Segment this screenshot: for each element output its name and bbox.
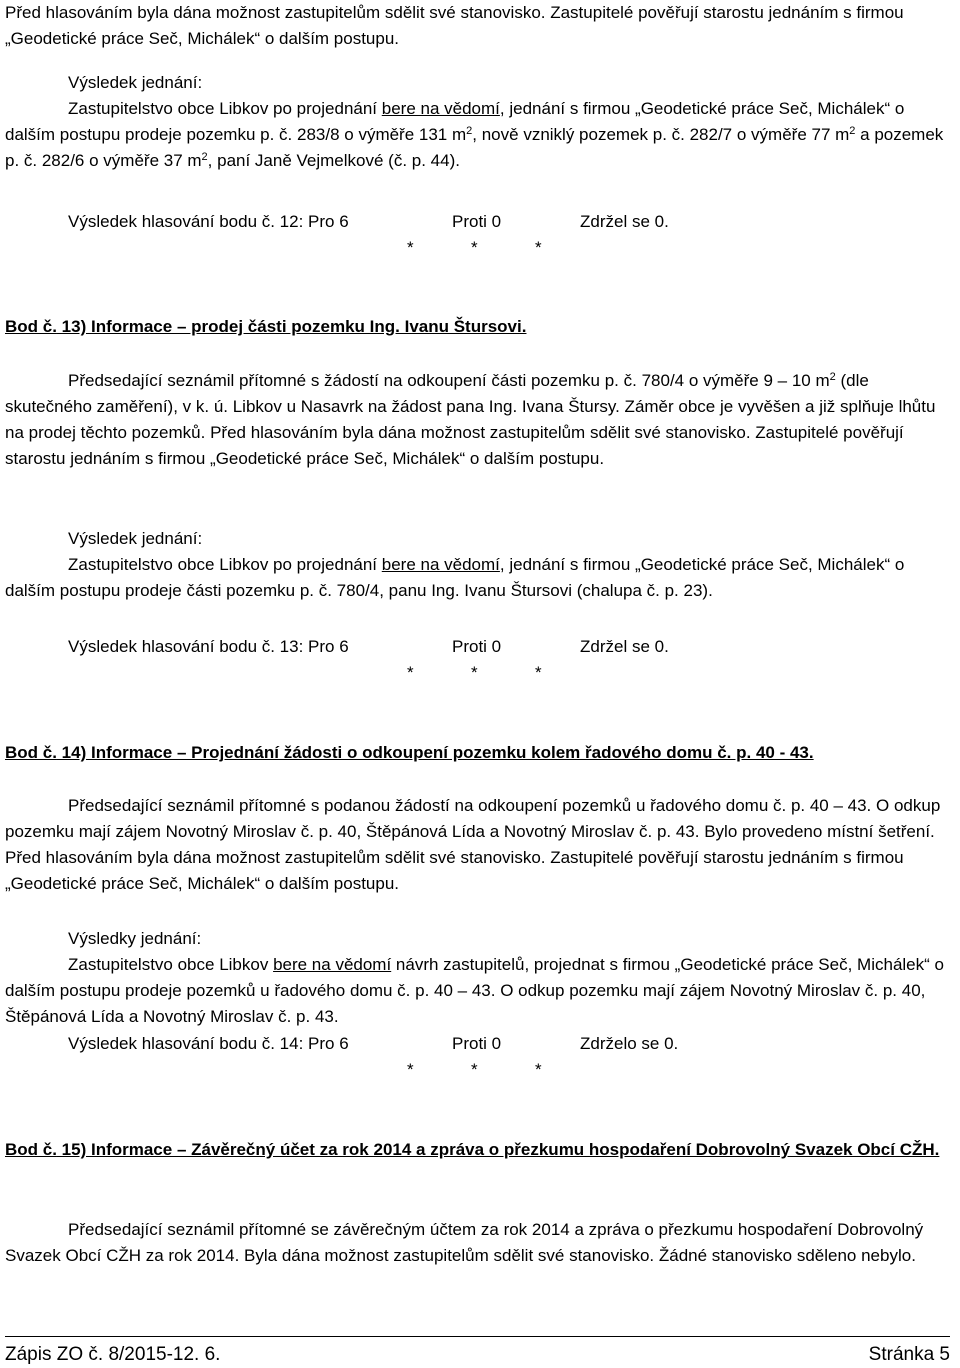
vote-label: Výsledek hlasování bodu č. 13: Pro 6 [68, 637, 349, 656]
item-15-title: Bod č. 15) Informace – Závěrečný účet za rok 2014 a zpráva o přezkumu hospodaření Dobrovolný Svazek Obcí CŽH. [5, 1140, 940, 1159]
footer-divider [5, 1336, 950, 1337]
page-number: Stránka 5 [868, 1344, 950, 1365]
vote-label: Výsledek hlasování bodu č. 14: Pro 6 [68, 1034, 349, 1053]
item-14-title: Bod č. 14) Informace – Projednání žádosti o odkoupení pozemku kolem řadového domu č. p. 40 - 43. [5, 743, 814, 762]
vote-against: Proti 0 [452, 1034, 502, 1053]
vote-against: Proti 0 [452, 637, 502, 656]
result-heading-14: Výsledky jednání: [68, 929, 202, 948]
vote-label: Výsledek hlasování bodu č. 12: Pro 6 [68, 212, 349, 231]
vote-against: Proti 0 [452, 212, 502, 231]
result-text-14: Zastupitelstvo obce Libkov bere na vědomí návrh zastupitelů, projednat s firmou „Geodetické práce Seč, Michálek“ o dalším postupu prodeje pozemků u řadového domu č. p. 40 – 43. O odkup pozemku mají zájem Novotný Miroslav č. p. 40, Štěpánová Lída a Novotný Miroslav č. p. 43. [5, 955, 944, 1026]
footer-left: Zápis ZO č. 8/2015-12. 6. [5, 1344, 221, 1365]
page-footer [5, 1342, 950, 1368]
separator-stars: * * * [407, 238, 542, 257]
item-15-text: Předsedající seznámil přítomné se závěrečným účtem za rok 2014 a zpráva o přezkumu hospodaření Dobrovolný Svazek Obcí CŽH za rok 2014. Byla dána možnost zastupitelům sdělit své stanovisko. Žádné stanovisko sděleno nebylo. [5, 1220, 924, 1265]
vote-abstain: Zdržel se 0. [580, 637, 669, 656]
item-13-text: Předsedající seznámil přítomné s žádostí na odkoupení části pozemku p. č. 780/4 o výměře 9 – 10 $m^2$ (dle skutečného zaměření), v k. ú. Libkov u Nasavrk na žádost pana Ing. Ivana Štursy. Záměr obce je vyvěšen a již splňuje lhůtu na prodej těchto pozemků. Před hlasováním byla dána možnost zastupitelům sdělit své stanovisko. Zastupitelé pověřují starostu jednáním s firmou „Geodetické práce Seč, Michálek“ o dalším postupu. [5, 371, 936, 468]
separator-stars: * * * [407, 1060, 542, 1079]
vote-abstain: Zdrželo se 0. [580, 1034, 679, 1053]
result-text-12: Zastupitelstvo obce Libkov po projednání bere na vědomí, jednání s firmou „Geodetické práce Seč, Michálek“ o dalším postupu prodeje pozemku p. č. 283/8 o výměře 131 $m^2$, nově vzniklý pozemek p. č. 282/7 o výměře 77 $m^2$ a pozemek p. č. 282/6 o výměře 37 $m^2$, paní Janě Vejmelkové (č. p. 44). [5, 99, 944, 170]
result-heading-13: Výsledek jednání: [68, 529, 203, 548]
item-14-text: Předsedající seznámil přítomné s podanou žádostí na odkoupení pozemků u řadového domu č. p. 40 – 43. O odkup pozemku mají zájem Novotný Miroslav č. p. 40, Štěpánová Lída a Novotný Miroslav č. p. 43. Bylo provedeno místní šetření. Před hlasováním byla dána možnost zastupitelům sdělit své stanovisko. Zastupitelé pověřují starostu jednáním s firmou „Geodetické práce Seč, Michálek“ o dalším postupu. [5, 796, 941, 893]
separator-stars: * * * [407, 663, 542, 682]
result-text-13: Zastupitelstvo obce Libkov po projednání bere na vědomí, jednání s firmou „Geodetické práce Seč, Michálek“ o dalším postupu prodeje části pozemku p. č. 780/4, panu Ing. Ivanu Štursovi (chalupa č. p. 23). [5, 555, 905, 600]
intro-paragraph: Před hlasováním byla dána možnost zastupitelům sdělit své stanovisko. Zastupitelé pověřují starostu jednáním s firmou „Geodetické práce Seč, Michálek“ o dalším postupu. [5, 3, 904, 48]
item-13-title: Bod č. 13) Informace – prodej části pozemku Ing. Ivanu Štursovi. [5, 317, 527, 336]
result-heading-12: Výsledek jednání: [68, 73, 203, 92]
vote-abstain: Zdržel se 0. [580, 212, 669, 231]
